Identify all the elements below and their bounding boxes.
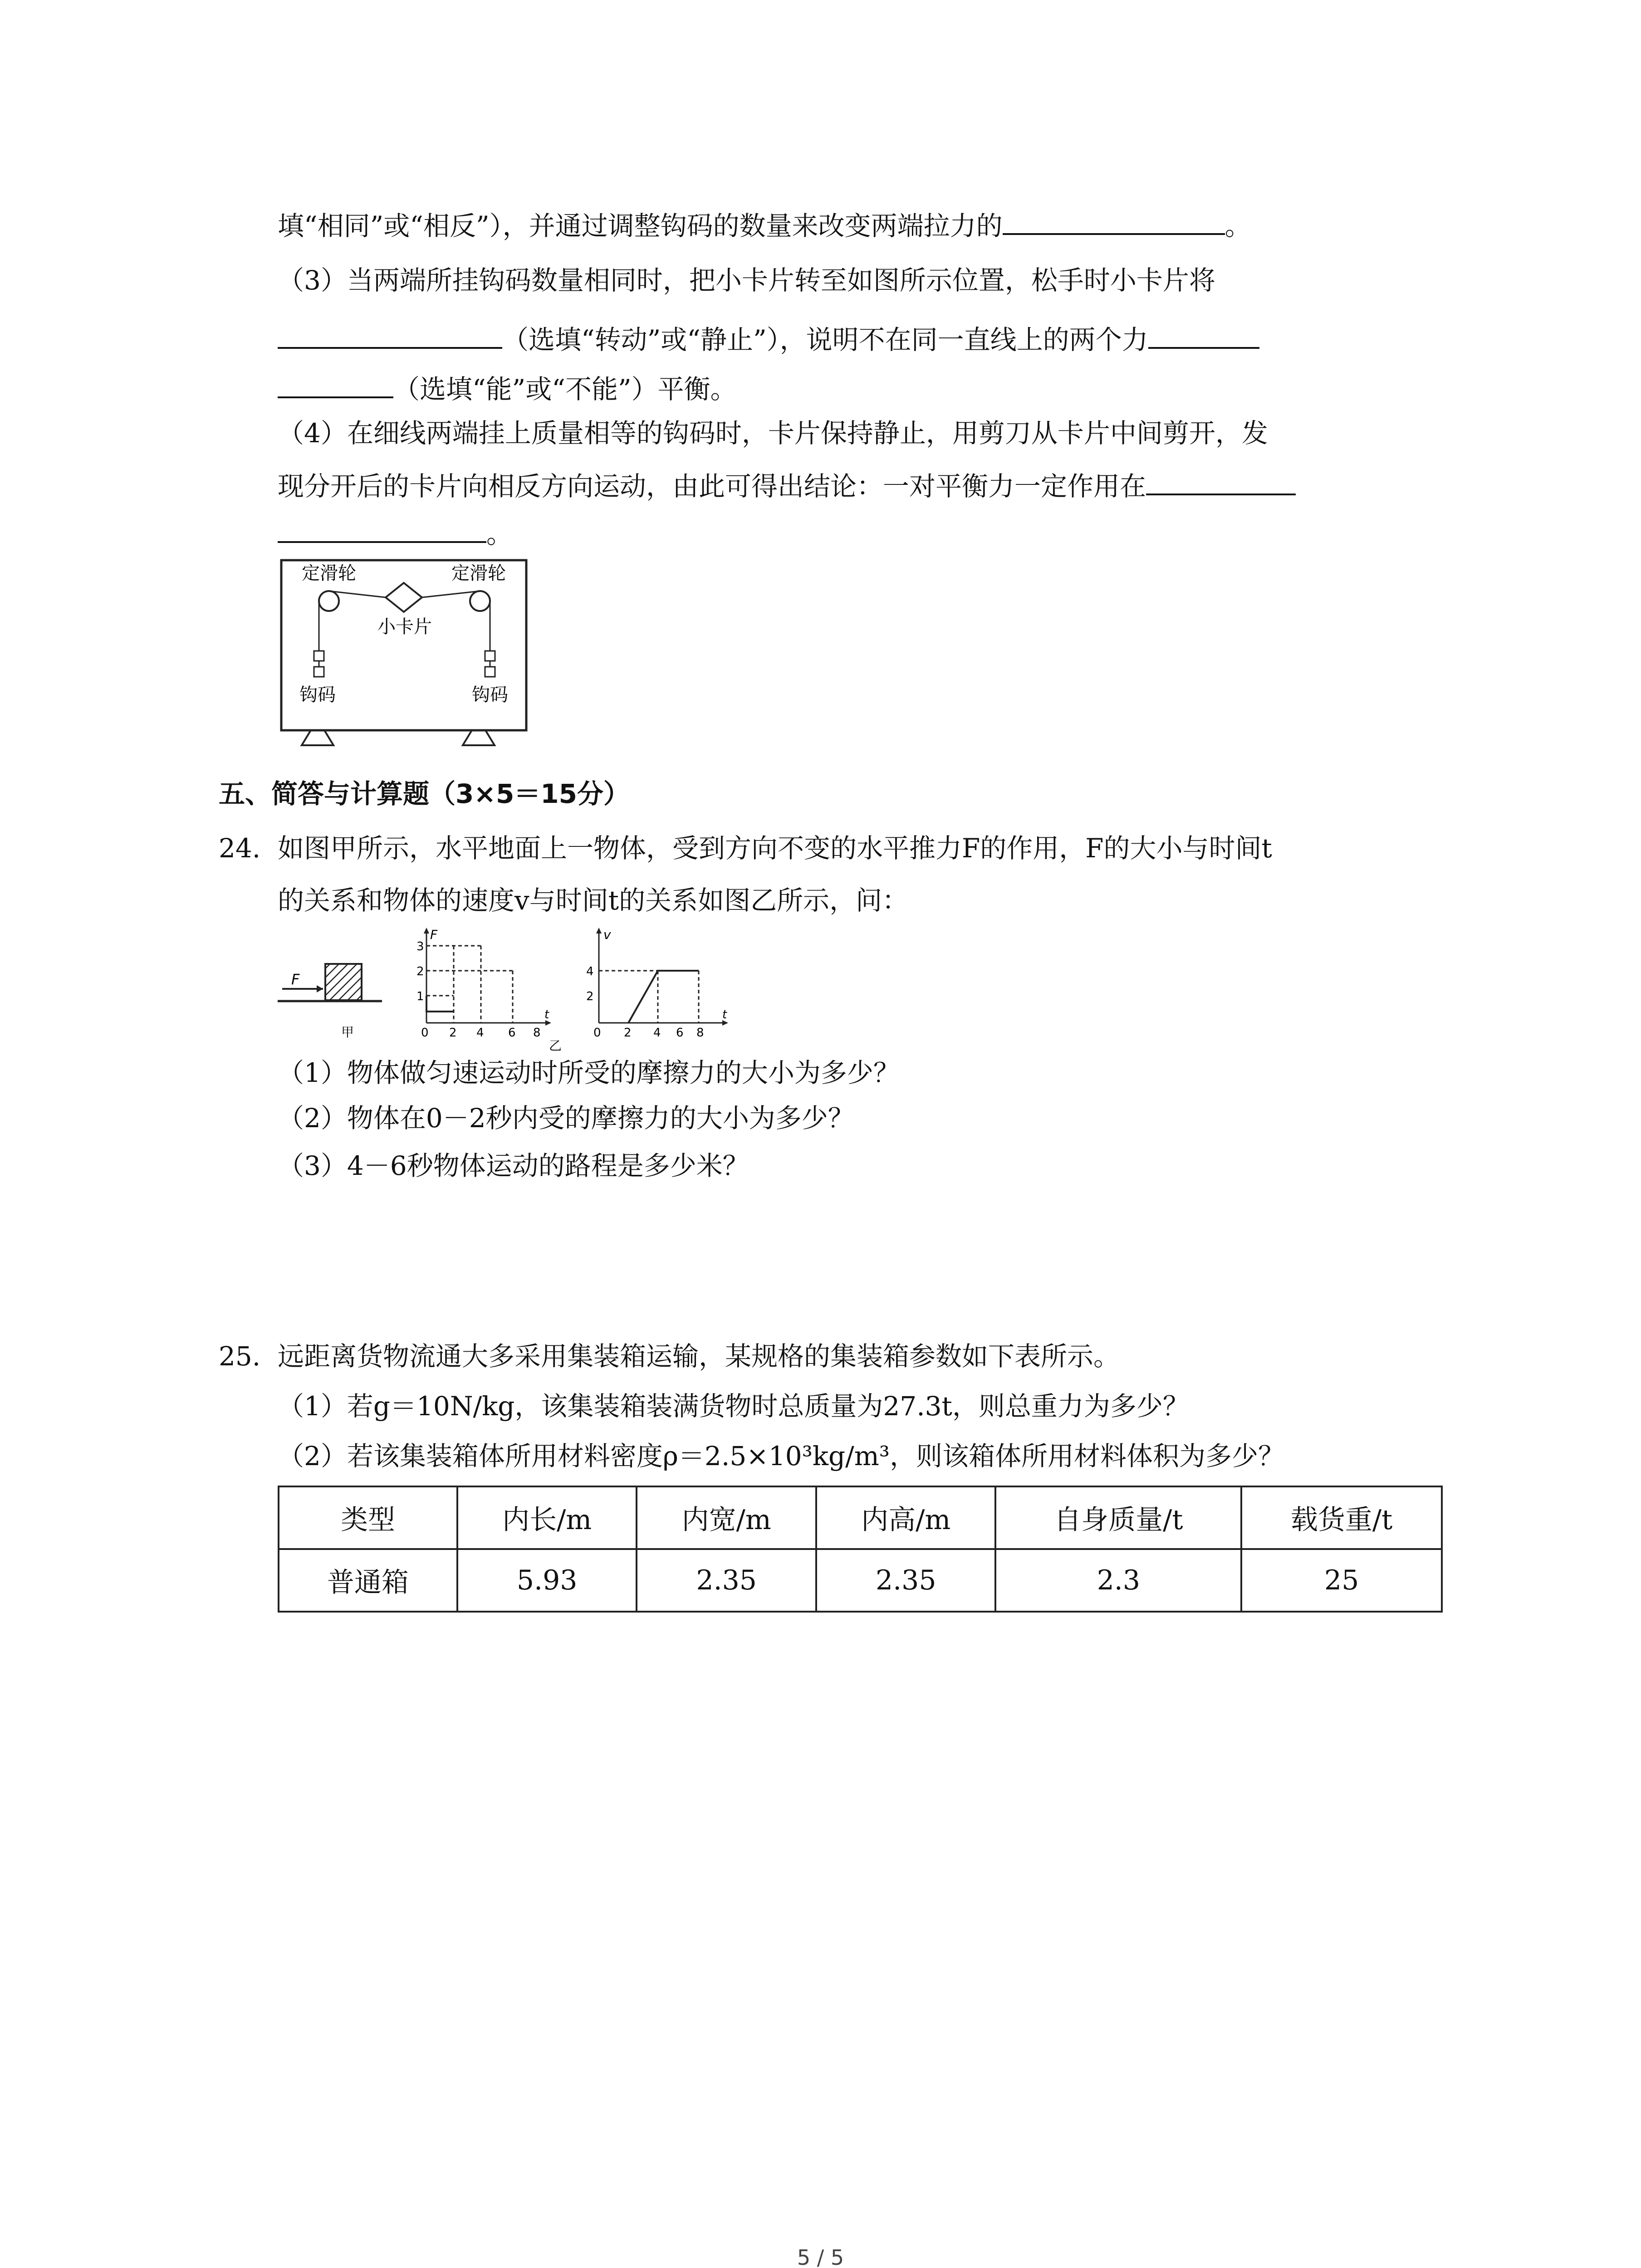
x-axis-label: t bbox=[544, 1008, 549, 1022]
table-header: 内宽/m bbox=[637, 1486, 816, 1549]
answer-blank-3[interactable] bbox=[1148, 319, 1259, 349]
q23-line5: （4）在细线两端挂上质量相等的钩码时，卡片保持静止，用剪刀从卡片中间剪开，发 bbox=[278, 418, 1268, 449]
label-weight-right: 钩码 bbox=[472, 684, 508, 705]
q25-sub1: （1）若g＝10N/kg，该集装箱装满货物时总质量为27.3t，则总重力为多少？ bbox=[278, 1391, 1189, 1422]
q24-number: 24. bbox=[219, 833, 261, 864]
small-card bbox=[386, 583, 422, 612]
q24-line1: 如图甲所示，水平地面上一物体，受到方向不变的水平推力F的作用，F的大小与时间t bbox=[278, 833, 1272, 864]
q24-sub1: （1）物体做匀速运动时所受的摩擦力的大小为多少？ bbox=[278, 1057, 900, 1088]
q25-sub2: （2）若该集装箱体所用材料密度ρ＝2.5×10³kg/m³，则该箱体所用材料体积为多少？ bbox=[278, 1441, 1284, 1471]
table-header: 载货重/t bbox=[1241, 1486, 1442, 1549]
y-tick-1: 1 bbox=[416, 990, 424, 1003]
answer-blank-6[interactable] bbox=[278, 513, 486, 543]
force-curve bbox=[426, 996, 454, 1012]
stand-right bbox=[463, 730, 495, 745]
y-tick-2: 2 bbox=[416, 965, 424, 978]
table-cell: 5.93 bbox=[457, 1549, 637, 1612]
block bbox=[325, 964, 362, 1000]
table-header: 自身质量/t bbox=[995, 1486, 1241, 1549]
x-tick-2: 2 bbox=[624, 1026, 632, 1040]
x-tick-4: 4 bbox=[476, 1026, 484, 1040]
answer-blank-4[interactable] bbox=[278, 368, 393, 398]
figure-v-t-graph bbox=[581, 925, 740, 1052]
q23-line1 bbox=[278, 205, 1251, 244]
weight-left-top bbox=[314, 651, 324, 661]
x-tick-0: 0 bbox=[593, 1026, 601, 1040]
table-cell: 普通箱 bbox=[279, 1549, 457, 1612]
y-tick-2: 2 bbox=[586, 990, 594, 1003]
table-header: 类型 bbox=[279, 1486, 457, 1549]
x-tick-6: 6 bbox=[508, 1026, 516, 1040]
y-tick-4: 4 bbox=[586, 965, 594, 978]
caption-jia: 甲 bbox=[341, 1025, 354, 1040]
x-tick-2: 2 bbox=[449, 1026, 457, 1040]
answer-blank-2[interactable] bbox=[278, 319, 502, 349]
q23-line2: （3）当两端所挂钩码数量相同时，把小卡片转至如图所示位置，松手时小卡片将 bbox=[278, 265, 1215, 296]
table-header-row bbox=[279, 1486, 1442, 1549]
container-spec-table bbox=[278, 1486, 1443, 1613]
label-small-card: 小卡片 bbox=[377, 616, 432, 637]
label-weight-left: 钩码 bbox=[299, 684, 336, 705]
q23-line1-text: 填“相同”或“相反”），并通过调整钩码的数量来改变两端拉力的 bbox=[278, 210, 1003, 241]
x-tick-8: 8 bbox=[533, 1026, 541, 1040]
page-number: 5 / 5 bbox=[797, 2245, 844, 2268]
stand-left bbox=[302, 730, 333, 745]
answer-blank-5[interactable] bbox=[1146, 465, 1296, 495]
y-axis-label: F bbox=[430, 927, 438, 942]
pulley-left bbox=[319, 591, 339, 611]
table-cell: 2.35 bbox=[637, 1549, 816, 1612]
figure-jia bbox=[278, 953, 396, 1043]
q24-sub2: （2）物体在0－2秒内受的摩擦力的大小为多少？ bbox=[278, 1103, 854, 1134]
x-axis-label: t bbox=[722, 1008, 727, 1022]
weight-left-bottom bbox=[314, 667, 324, 677]
figure-yi-f-t-graph bbox=[413, 925, 567, 1052]
weight-right-bottom bbox=[485, 667, 495, 677]
section-heading: 五、简答与计算题（3×5＝15分） bbox=[219, 778, 630, 809]
weight-right-top bbox=[485, 651, 495, 661]
table-header: 内长/m bbox=[457, 1486, 637, 1549]
q23-line6-text: 现分开后的卡片向相反方向运动，由此可得出结论：一对平衡力一定作用在 bbox=[278, 471, 1146, 502]
table-cell: 2.35 bbox=[816, 1549, 996, 1612]
y-tick-3: 3 bbox=[416, 940, 424, 953]
q23-line4-text: （选填“能”或“不能”）平衡。 bbox=[393, 374, 737, 405]
q23-line1-end: 。 bbox=[1225, 210, 1251, 241]
q24-sub3: （3）4－6秒物体运动的路程是多少米？ bbox=[278, 1150, 749, 1181]
y-axis-label: v bbox=[603, 927, 611, 942]
force-label: F bbox=[291, 971, 300, 988]
q23-line3 bbox=[278, 319, 1259, 358]
x-tick-6: 6 bbox=[676, 1026, 684, 1040]
pulley-right bbox=[470, 591, 490, 611]
x-tick-8: 8 bbox=[696, 1026, 704, 1040]
table-row bbox=[279, 1549, 1442, 1612]
table-cell: 2.3 bbox=[995, 1549, 1241, 1612]
table-header: 内高/m bbox=[816, 1486, 996, 1549]
q25-line1: 远距离货物流通大多采用集装箱运输，某规格的集装箱参数如下表所示。 bbox=[278, 1341, 1120, 1372]
caption-yi: 乙 bbox=[549, 1038, 562, 1052]
label-pulley-left: 定滑轮 bbox=[302, 563, 356, 584]
q23-line7-end: 。 bbox=[486, 518, 513, 549]
q23-line7 bbox=[278, 513, 513, 552]
table-cell: 25 bbox=[1241, 1549, 1442, 1612]
velocity-curve bbox=[628, 971, 699, 1023]
q23-line6 bbox=[278, 465, 1296, 504]
label-pulley-right: 定滑轮 bbox=[451, 563, 506, 584]
q23-line4 bbox=[278, 368, 737, 407]
q23-line3-text: （选填“转动”或“静止”），说明不在同一直线上的两个力 bbox=[502, 324, 1148, 355]
x-tick-0: 0 bbox=[421, 1026, 429, 1040]
pulley-apparatus-figure bbox=[272, 556, 531, 751]
q24-line2: 的关系和物体的速度v与时间t的关系如图乙所示，问： bbox=[278, 885, 909, 916]
q25-number: 25. bbox=[219, 1341, 261, 1372]
x-tick-4: 4 bbox=[653, 1026, 661, 1040]
answer-blank-1[interactable] bbox=[1003, 205, 1225, 235]
